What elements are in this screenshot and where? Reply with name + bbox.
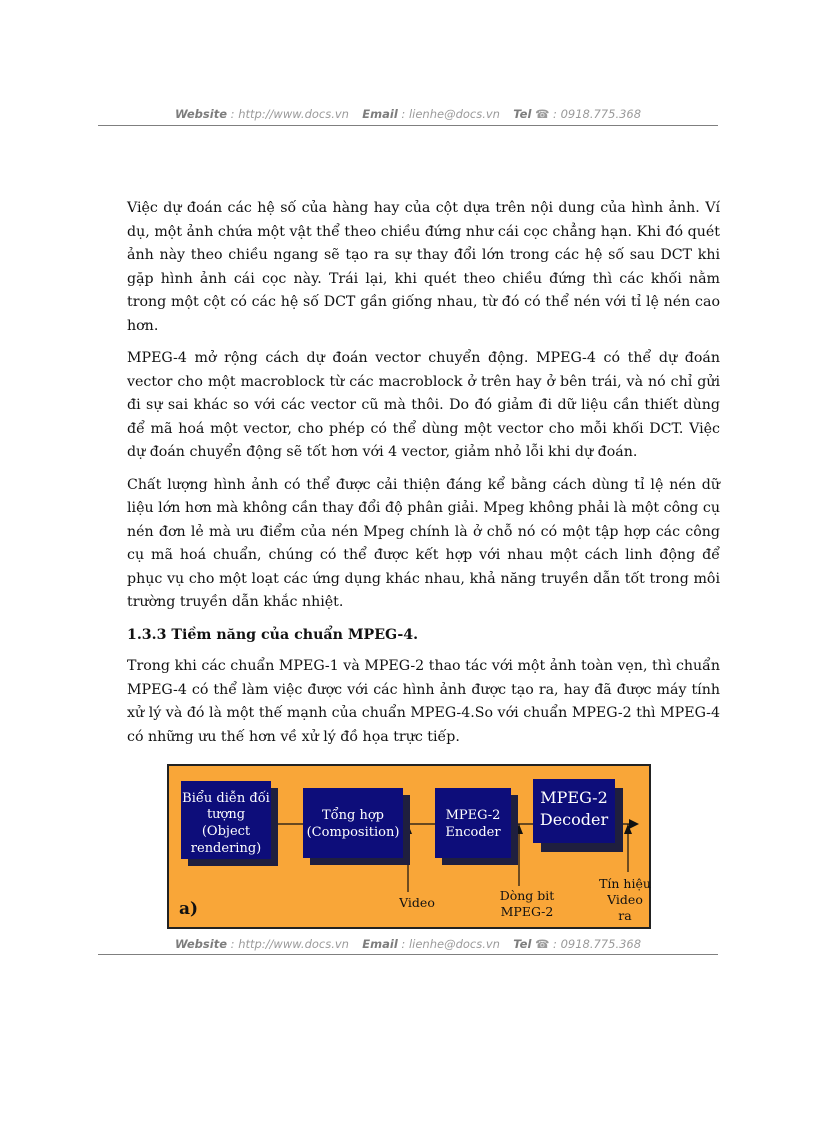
header-website-value: : http://www.docs.vn [230,107,349,121]
header-email-value: : lienhe@docs.vn [401,107,500,121]
footer-tel-label: Tel [513,937,532,951]
annotation-bitstream: MPEG-2 [500,904,554,919]
block-label: MPEG-2 [540,788,608,807]
paragraph: Việc dự đoán các hệ số của hàng hay của cột dựa trên nội dung của hình ảnh. Ví dụ, một ảnh chứa một vật thể theo chiều đứng như cái cọc chẳng hạn. Khi đó quét ảnh này theo chiều ngang sẽ tạo ra sự thay đổi lớn trong các hệ số sau DCT khi gặp hình ảnh cái cọc này. Trái lại, khi quét theo chiều đứng thì các khối nằm trong một cột có các hệ số DCT gần giống nhau, từ đó có thể nén với tỉ lệ nén cao hơn. [127,200,720,334]
header-tel-value: ☎ : 0918.775.368 [535,107,642,121]
panel-label: a) [179,899,199,919]
block-label: Decoder [539,810,609,829]
block-label: (Composition) [306,825,400,840]
figure-canvas [167,764,651,929]
header-email-label: Email [362,107,398,121]
section-paragraph: Trong khi các chuẩn MPEG-1 và MPEG-2 thao tác với một ảnh toàn vẹn, thì chuẩn MPEG-4 có thể làm việc được với các hình ảnh được tạo ra, hay đã được máy tính xử lý và đó là một thế mạnh của chuẩn MPEG-4.So với chuẩn MPEG-2 thì MPEG-4 có những ưu thế hơn về xử lý đồ họa trực tiếp. [127,658,720,745]
block-label: tượng [206,807,246,822]
footer-email-value: : lienhe@docs.vn [401,937,500,951]
page-header [98,107,718,126]
block-label: Biểu diễn đối [182,791,270,806]
annotation-bitstream: Dòng bit [499,888,555,903]
mpeg-pipeline-figure [167,764,651,929]
document-body [127,197,720,758]
annotation-output: ra [618,908,632,923]
section-heading: 1.3.3 Tiềm năng của chuẩn MPEG-4. [127,626,419,643]
block-mpeg2-encoder [435,788,518,865]
annotation-video: Video [399,895,435,910]
block-label: MPEG-2 [445,808,501,823]
block-mpeg2-decoder [533,779,623,852]
block-object-rendering [181,781,278,866]
footer-email-label: Email [362,937,398,951]
block-box [435,788,511,858]
paragraph: Chất lượng hình ảnh có thể được cải thiện đáng kể bằng cách dùng tỉ lệ nén dữ liệu lớn hơn mà không cần thay đổi độ phân giải. Mpeg không phải là một công cụ nén đơn lẻ mà ưu điểm của nén Mpeg chính là ở chỗ nó có một tập hợp các công cụ mã hoá chuẩn, chúng có thể được kết hợp với nhau một cách linh động để phục vụ cho một loạt các ứng dụng khác nhau, khả năng truyền dẫn tốt trong môi trường truyền dẫn khắc nhiệt. [127,476,720,610]
block-composition [303,788,410,865]
block-label: Tổng hợp [322,808,384,823]
paragraph: MPEG-4 mở rộng cách dự đoán vector chuyển động. MPEG-4 có thể dự đoán vector cho một macroblock từ các macroblock ở trên hay ở bên trái, và nó chỉ gửi đi sự sai khác so với các vector cũ mà thôi. Do đó giảm đi dữ liệu cần thiết dùng để mã hoá một vector, cho phép có thể dùng một vector cho mỗi khối DCT. Việc dự đoán chuyển động sẽ tốt hơn với 4 vector, giảm nhỏ lỗi khi dự đoán. [127,350,720,460]
footer-website-value: : http://www.docs.vn [230,937,349,951]
block-label: (Object [201,824,251,839]
block-label: rendering) [190,841,262,856]
annotation-output: Video [607,892,643,907]
header-tel-label: Tel [513,107,532,121]
block-label: Encoder [445,825,501,840]
header-website-label: Website [174,107,228,121]
page-footer [98,937,718,955]
annotation-output: Tín hiệu [599,876,651,891]
footer-tel-value: ☎ : 0918.775.368 [535,937,642,951]
block-box [303,788,403,858]
footer-website-label: Website [174,937,228,951]
